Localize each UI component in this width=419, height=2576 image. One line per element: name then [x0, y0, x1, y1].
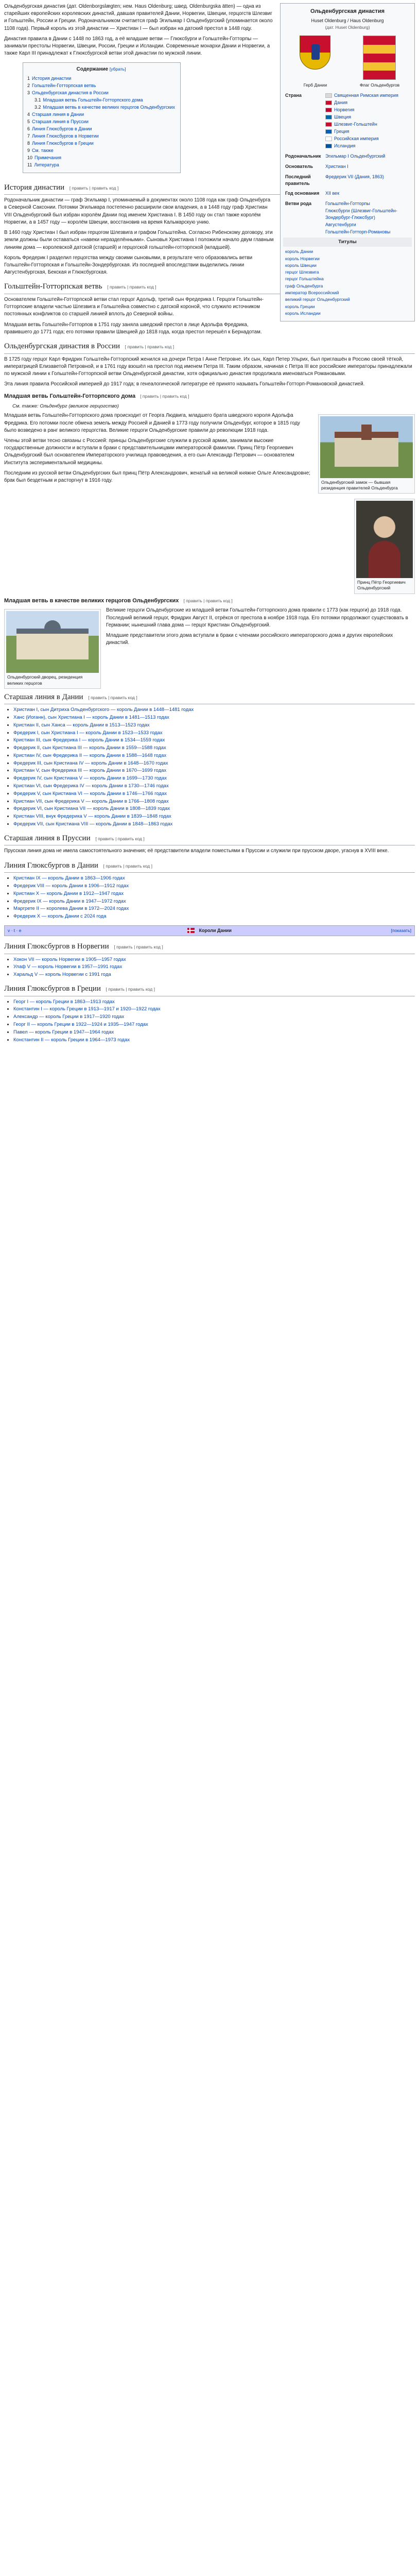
- list-item-link[interactable]: Кристиан IX — король Дании в 1863—1906 годах: [13, 875, 125, 882]
- list-item-link[interactable]: Георг I — король Греции в 1863—1913 годах: [13, 998, 115, 1005]
- infobox-row-value[interactable]: [325, 208, 410, 221]
- thumbnail-palace[interactable]: [318, 414, 415, 494]
- infobox-row-label: Страна: [285, 92, 302, 98]
- section-heading-elder-prussia: Старшая линия в Пруссии [ править | править код ]: [4, 833, 415, 846]
- infobox-row-values: [323, 199, 412, 238]
- list-item: [13, 775, 415, 782]
- infobox-link[interactable]: король Норвегии: [285, 256, 320, 261]
- infobox-row: [283, 91, 412, 151]
- infobox-title-item[interactable]: [285, 310, 410, 316]
- list-item-link[interactable]: Фредерик III, сын Кристиана IV — король Дании в 1648—1670 годах: [13, 760, 168, 766]
- infobox-title-item[interactable]: [285, 248, 410, 255]
- infobox-row-value[interactable]: [325, 200, 410, 207]
- infobox-row-values: [323, 172, 412, 189]
- list-item: [13, 783, 415, 790]
- section-heading-history: История династии [ править | править код ]: [4, 182, 415, 195]
- section-heading-russia: Ольденбургская династия в России [ править | править код ]: [4, 341, 415, 354]
- thumbnail-manor[interactable]: [4, 609, 101, 688]
- paragraph: Эта линия правила Российской империей до 1917 года; в генеалогической литературе её принято называть Гольштейн-Готторп-Романовской династией.: [4, 381, 365, 387]
- infobox-link[interactable]: король Греции: [285, 303, 315, 309]
- flag-caption: Флаг Ольденбургов: [359, 82, 400, 88]
- list-item-link[interactable]: Александр — король Греции в 1917—1920 годах: [13, 1014, 125, 1020]
- paragraph: В 1460 году Христиан I был избран герцогом Шлезвига и графом Гольштейна. Согласно Рибенскому договору, эти земли должны были оставаться «навеки неразделёнными». Сыновья Христиана I положили начало двум главным линиям дома — королевской датской (старшей) и герцогской гольштейн-готторпской (младшей).: [4, 230, 274, 250]
- infobox-link[interactable]: император Всероссийский: [285, 290, 339, 296]
- country-flag-icon: [325, 108, 332, 112]
- country-flag-icon: [325, 144, 332, 148]
- infobox-row-value[interactable]: [325, 107, 410, 113]
- article: [0, 0, 419, 1046]
- list-item: [13, 744, 415, 752]
- section-heading-gluck-greece: Линия Глюксбургов в Греции [ править | править код ]: [4, 984, 415, 996]
- toc-list: [27, 75, 175, 169]
- list-item-link[interactable]: Кристиан VI, сын Фредерика IV — король Дании в 1730—1746 годах: [13, 783, 169, 789]
- toc-link[interactable]: См. также: [32, 148, 54, 154]
- toc-item[interactable]: [27, 75, 175, 82]
- list-item: [13, 905, 415, 912]
- infobox-row-value[interactable]: [325, 99, 410, 106]
- list-item-link[interactable]: Кристиан VII, сын Фредерика V — король Дании в 1766—1808 годах: [13, 798, 169, 804]
- infobox-link[interactable]: Дания: [334, 99, 347, 105]
- list-item-link[interactable]: Фредерик X — король Дании с 2024 года: [13, 913, 107, 920]
- subsection-heading-junior: Младшая ветвь Гольштейн-Готторпского дома [ править | править код ]: [4, 393, 189, 399]
- infobox-title: Ольденбургская династия: [310, 8, 385, 14]
- infobox-title-item[interactable]: [285, 269, 410, 275]
- navbox: [4, 925, 415, 936]
- list-item-link[interactable]: Фредерик VII, сын Кристиана VIII — король Дании в 1848—1863 годах: [13, 821, 173, 827]
- infobox-row-value[interactable]: [325, 163, 410, 170]
- manor-image[interactable]: [6, 611, 99, 673]
- paragraph: В 1725 году герцог Карл Фридрих Гольштейн-Готторпский женился на дочери Петра I Анне Петровне. Их сын, Карл Петер Ульрих, был приглашён в Россию своей тёткой, императрицей Елизаветой Петровной, и в 1761 году взошёл на престол под именем Петра III. Таким образом, начиная с Петра III все российские императоры принадлежали по мужской линии к Гольштейн-Готторпской ветви Ольденбургской династии, хотя официально династия продолжала именоваться Романовыми.: [4, 356, 412, 377]
- list-item: [13, 737, 415, 744]
- russia-text: [4, 356, 415, 388]
- infobox-row-label: Ветви рода: [285, 201, 311, 207]
- navbox-toggle-button[interactable]: [показать]: [391, 927, 411, 933]
- thumbnail-portrait[interactable]: [354, 499, 415, 594]
- navbox-title: v · t · e Короли Дании [показать]: [5, 926, 414, 936]
- toc-link[interactable]: Старшая линия в Пруссии: [32, 119, 89, 125]
- denmark-flag-icon: [187, 928, 195, 933]
- list-item: [13, 760, 415, 767]
- toc-item[interactable]: [27, 82, 175, 89]
- paragraph: Родоначальник династии — граф Эгильмар I, упоминаемый в документах около 1108 года как граф Ольденбурга в Северной Саксонии. Потомки Эгильмара постепенно расширили свои владения, а в 1448 году граф Христиан VIII Ольденбургский был избран королём Дании под именем Христиана I. В 1450 году он стал также королём Норвегии, а в 1457 году — королём Швеции, восстановив на время Кальмарскую унию.: [4, 197, 271, 225]
- infobox-subtitle-note: (дат. Huset Oldenburg): [325, 24, 370, 30]
- toc-item[interactable]: [27, 111, 175, 118]
- infobox-link[interactable]: Глюксбурги (Шлезвиг-Гольштейн-Зондербург-Глюксбург): [325, 208, 397, 221]
- lead-paragraph: Династия правила в Дании с 1448 по 1863 год, а её младшие ветви — Глюксбурги и Гольштейн-Готторпы — занимали престолы Норвегии, Швеции, России, Греции и Исландии. Современные монархи Дании и Норвегии, а также Карл III принадлежат к Глюксбургской ветви этой династии по мужской линии.: [4, 36, 270, 57]
- infobox-link[interactable]: герцог Шлезвига: [285, 269, 319, 275]
- section-heading-gottorp: Гольштейн-Готторпская ветвь [ править | править код ]: [4, 281, 415, 294]
- list-item-link[interactable]: Кристиан VIII, внук Фредерика V — король Дании в 1839—1848 годах: [13, 814, 171, 820]
- list-item: [13, 798, 415, 805]
- edit-link[interactable]: [ править | править код ]: [125, 344, 174, 350]
- infobox: [280, 3, 415, 321]
- infobox-row-values: [323, 189, 412, 199]
- list-item: [13, 1029, 415, 1036]
- infobox-row-values: [323, 91, 412, 151]
- list-item: [13, 913, 415, 920]
- toc-number: 3.2: [34, 105, 41, 110]
- infobox-link[interactable]: граф Ольденбурга: [285, 283, 323, 289]
- infobox-row: [283, 162, 412, 172]
- country-flag-icon: [325, 129, 332, 134]
- edit-link[interactable]: [ править | править код ]: [183, 598, 233, 603]
- infobox-titles-list: [283, 247, 412, 318]
- hatnote[interactable]: См. также: Ольденбург (великое герцогство): [12, 403, 119, 409]
- navbox-vte-links[interactable]: v · t · e: [8, 927, 22, 933]
- list-item: [13, 805, 415, 812]
- list-item: [13, 752, 415, 759]
- list-item: [13, 730, 415, 737]
- toc-link[interactable]: Младшая ветвь в качестве великих герцогов Ольденбургских: [43, 105, 175, 110]
- infobox-image-captions: [283, 82, 412, 90]
- infobox-row-value[interactable]: [325, 135, 410, 142]
- toc-link[interactable]: Гольштейн-Готторпская ветвь: [32, 82, 96, 88]
- infobox-title-item[interactable]: [285, 296, 410, 302]
- infobox-link[interactable]: Гольштейн-Готторп-Романовы: [325, 229, 391, 235]
- list-item-link[interactable]: Маргрете II — королева Дании в 1972—2024 годах: [13, 906, 129, 912]
- infobox-row: [283, 199, 412, 238]
- toc-item[interactable]: [27, 133, 175, 140]
- infobox-row-value[interactable]: [325, 229, 410, 235]
- toc-number: 10: [27, 155, 33, 161]
- toc-number: 11: [27, 162, 32, 168]
- list-item: [13, 767, 415, 774]
- infobox-subtitle: Huset Oldenburg / Haus Oldenburg (дат. Huset Oldenburg): [283, 18, 412, 32]
- elder-prussia-text: [4, 848, 415, 855]
- thumbnail-caption: Принц Пётр Георгиевич Ольденбургский: [357, 580, 406, 591]
- list-item-link[interactable]: Фредерик VI, сын Кристиана VII — король Дании в 1808—1839 годах: [13, 806, 170, 812]
- edit-link[interactable]: [ править | править код ]: [88, 694, 137, 700]
- toc-number: 3.1: [34, 97, 41, 103]
- toc-item[interactable]: [27, 140, 175, 147]
- infobox-row-value[interactable]: [325, 153, 410, 160]
- infobox-row: [283, 189, 412, 199]
- infobox-title-item[interactable]: [285, 256, 410, 262]
- toc-number: 5: [27, 119, 30, 125]
- edit-link[interactable]: [ править | править код ]: [95, 836, 145, 841]
- list-item-link[interactable]: Кристиан III, сын Фредерика I — король Дании в 1534—1559 годах: [13, 737, 165, 743]
- toc-title: Содержание [убрать]: [76, 66, 126, 73]
- list-item: [13, 883, 415, 890]
- list-item-link[interactable]: Харальд V — король Норвегии с 1991 года: [13, 972, 111, 978]
- list-item: [13, 956, 415, 963]
- toc-link[interactable]: История династии: [32, 75, 72, 81]
- infobox-row-values: [323, 151, 412, 162]
- toc-item[interactable]: [27, 162, 175, 168]
- list-item-link[interactable]: Христиан I, сын Дитриха Ольденбургского — король Дании в 1448—1481 годах: [13, 707, 194, 713]
- infobox-link[interactable]: Российская империя: [334, 135, 379, 141]
- table-of-contents: [23, 62, 181, 173]
- infobox-row: [283, 172, 412, 189]
- toc-link[interactable]: Старшая линия в Дании: [32, 112, 84, 117]
- list-item-link[interactable]: Павел — король Греции в 1947—1964 годах: [13, 1029, 114, 1035]
- list-item-link[interactable]: Кристиан IV, сын Фредерика II — король Дании в 1588—1648 годах: [13, 752, 167, 758]
- toc-number: 4: [27, 112, 30, 117]
- toc-item[interactable]: [27, 118, 175, 125]
- list-item: [13, 963, 415, 971]
- infobox-row-value[interactable]: [325, 114, 410, 121]
- paragraph: Великие герцоги Ольденбургские из младшей ветви Гольштейн-Готторпского дома правили с 1773 (как герцоги) до 1918 года. Последний великий герцог, Фридрих Август II, отрёкся от престола в ноябре 1918 года. Его потомки продолжают существовать в Германии; нынешний глава дома — герцог Кристиан Ольденбургский.: [106, 607, 408, 628]
- infobox-link[interactable]: король Дании: [285, 249, 313, 255]
- infobox-link[interactable]: XII век: [325, 191, 340, 196]
- paragraph: Младшая ветвь Гольштейн-Готторпов в 1751 году заняла шведский престол в лице Адольфа Фредрика, правившего до 1771 года; его потомки правили Швецией до 1818 года, когда престол перешёл к Бернадотам.: [4, 321, 262, 335]
- country-flag-icon: [325, 100, 332, 105]
- thumbnail-caption: Ольденбургский замок — бывшая резиденция правителей Ольденбурга: [321, 480, 398, 491]
- edit-link[interactable]: [ править | править код ]: [103, 863, 152, 869]
- toc-item[interactable]: [27, 147, 175, 154]
- list-item: [13, 1037, 415, 1044]
- infobox-row-value[interactable]: [325, 92, 410, 99]
- list-item: [13, 722, 415, 729]
- list-item: [13, 1006, 415, 1013]
- section-heading-gluck-norway: Линия Глюксбургов в Норвегии [ править | править код ]: [4, 941, 415, 954]
- infobox-rows: [283, 91, 412, 238]
- list-item: [13, 890, 415, 897]
- gluck-greece-list: [4, 998, 415, 1044]
- toc-number: 3: [27, 90, 30, 96]
- list-item: [13, 875, 415, 882]
- infobox-title-item[interactable]: [285, 283, 410, 289]
- infobox-link[interactable]: Норвегия: [334, 107, 355, 112]
- paragraph: Младшая ветвь Гольштейн-Готторпского дома происходит от Георга Людвига, младшего брата шведского короля Адольфа Фредрика. Его потомки после обмена земель между Россией и Данией в 1773 году получили Ольденбург, которое в 1815 году было возведено в ранг великого герцогства. Великие герцоги Ольденбургские правили до революции 1918 года.: [4, 413, 300, 433]
- toc-number: 1: [27, 75, 30, 81]
- gluck-denmark-list: [4, 875, 415, 920]
- toc-number: 9: [27, 148, 30, 154]
- section-heading-elder-denmark: Старшая линия в Дании [ править | править код ]: [4, 692, 415, 705]
- infobox-link[interactable]: герцог Гольштейна: [285, 276, 324, 282]
- infobox-link[interactable]: Эгильмар I Ольденбургский: [325, 153, 386, 159]
- infobox-link[interactable]: великий герцог Ольденбургский: [285, 297, 350, 302]
- infobox-link[interactable]: Христиан I: [325, 164, 348, 170]
- infobox-row-value[interactable]: [325, 128, 410, 135]
- infobox-title-item[interactable]: [285, 303, 410, 310]
- gluck-norway-list: [4, 956, 415, 978]
- infobox-link[interactable]: Священная Римская империя: [334, 92, 398, 98]
- list-item: [13, 790, 415, 798]
- edit-link[interactable]: [ править | править код ]: [107, 284, 156, 290]
- country-flag-icon: [325, 115, 332, 120]
- list-item: [13, 706, 415, 714]
- toc-link[interactable]: Линия Глюксбургов в Норвегии: [32, 133, 99, 139]
- elder-denmark-list: [4, 706, 415, 827]
- infobox-row-label: Год основания: [285, 191, 320, 196]
- list-item: [13, 971, 415, 978]
- toc-link[interactable]: Литература: [34, 162, 59, 168]
- list-item: [13, 714, 415, 721]
- infobox-title-item[interactable]: [285, 262, 410, 268]
- infobox-images: [283, 32, 412, 82]
- list-item-link[interactable]: Кристиан X — король Дании в 1912—1947 годах: [13, 890, 124, 896]
- infobox-link[interactable]: Фредерик VII (Дания, 1863): [325, 174, 384, 180]
- infobox-link[interactable]: король Швеции: [285, 262, 317, 268]
- edit-link[interactable]: [ править | править код ]: [114, 944, 163, 950]
- coa-caption: Герб Дании: [303, 82, 327, 88]
- infobox-row-value[interactable]: [325, 143, 410, 149]
- toc-number: 7: [27, 133, 30, 139]
- portrait-image[interactable]: [356, 501, 413, 578]
- list-item-link[interactable]: Константин I — король Греции в 1913—1917 и 1920—1922 годах: [13, 1006, 161, 1012]
- paragraph: Король Фредерик I разделил герцогства между своими сыновьями, в результате чего образовались ветви Гольштейн-Готторпская и Гольштейн-Зондербургская. Из последней впоследствии выделились линии Августенбургская, Бекская и Глюксбургская.: [4, 255, 253, 276]
- paragraph: Члены этой ветви тесно связаны с Россией: принцы Ольденбургские служили в русской армии, занимали высокие государственные должности и вступали в браки с представительницами императорской фамилии. Принц Пётр Георгиевич Ольденбургский был основателем Императорского училища правоведения, а его сын Александр Петрович — основателем Института экспериментальной медицины.: [4, 437, 294, 466]
- toc-number: 6: [27, 126, 30, 132]
- section-heading-gluck-denmark: Линия Глюксбургов в Дании [ править | править код ]: [4, 860, 415, 873]
- country-flag-icon: [325, 93, 332, 98]
- infobox-link[interactable]: Греция: [334, 128, 350, 134]
- infobox-link[interactable]: Августенбурги: [325, 222, 356, 228]
- list-item-link[interactable]: Фредерик IX — король Дании в 1947—1972 годах: [13, 898, 126, 904]
- toc-number: 2: [27, 82, 30, 88]
- toc-item[interactable]: [27, 104, 175, 111]
- toc-item[interactable]: [27, 90, 175, 96]
- coat-of-arms-image[interactable]: [300, 36, 330, 70]
- list-item-link[interactable]: Ханс (Иоганн), сын Христиана I — король Дании в 1481—1513 годах: [13, 715, 169, 721]
- infobox-link[interactable]: Исландия: [334, 143, 356, 148]
- toc-link[interactable]: Линия Глюксбургов в Греции: [32, 141, 94, 146]
- toc-item[interactable]: [27, 97, 175, 104]
- toc-link[interactable]: Линия Глюксбургов в Дании: [32, 126, 92, 132]
- edit-link[interactable]: [ править | править код ]: [69, 185, 119, 191]
- infobox-row-value[interactable]: [325, 222, 410, 228]
- list-item: [13, 898, 415, 905]
- infobox-titles-header: Титулы: [283, 238, 412, 247]
- infobox-link[interactable]: Шлезвиг-Гольштейн: [334, 121, 377, 127]
- list-item-link[interactable]: Фредерик I, сын Христиана I — король Дании в 1523—1533 годах: [13, 730, 163, 736]
- palace-image[interactable]: [320, 416, 413, 478]
- paragraph: Основателем Гольштейн-Готторпской ветви стал герцог Адольф, третий сын Фредерика I. Герцоги Гольштейн-Готторпские владели частью Шлезвига и Гольштейна совместно с датской короной, что служило источником постоянных конфликтов со старшей линией вплоть до Северной войны.: [4, 297, 264, 317]
- list-item: [13, 821, 415, 828]
- list-item-link[interactable]: Кристиан V, сын Фредерика III — король Дании в 1670—1699 годах: [13, 768, 167, 774]
- infobox-link[interactable]: король Исландии: [285, 311, 321, 316]
- infobox-row-values: [323, 162, 412, 172]
- list-item: [13, 1021, 415, 1028]
- list-item-link[interactable]: Кристиан II, сын Ханса — король Дании в 1513—1523 годах: [13, 722, 150, 728]
- toc-item[interactable]: [27, 126, 175, 132]
- toc-link[interactable]: Ольденбургская династия в России: [32, 90, 109, 96]
- list-item: [13, 998, 415, 1006]
- infobox-row-value[interactable]: [325, 174, 410, 180]
- list-item: [13, 813, 415, 820]
- toc-link[interactable]: Младшая ветвь Гольштейн-Готторпского дома: [43, 97, 143, 103]
- edit-link[interactable]: [ править | править код ]: [140, 393, 189, 399]
- list-item-link[interactable]: Фредерик IV, сын Кристиана V — король Дании в 1699—1730 годах: [13, 775, 167, 782]
- list-item-link[interactable]: Георг II — король Греции в 1922—1924 и 1935—1947 годах: [13, 1022, 148, 1027]
- toc-hide-link[interactable]: [убрать]: [109, 66, 126, 72]
- thumbnail-caption: Ольденбургский дворец, резиденция великих герцогов: [7, 674, 83, 686]
- toc-number: 8: [27, 141, 30, 146]
- subsection-heading-grand-dukes: Младшая ветвь в качестве великих герцогов Ольденбургских [ править | править код ]: [4, 597, 233, 604]
- infobox-title-item[interactable]: [285, 290, 410, 296]
- list-item-link[interactable]: Улаф V — король Норвегии в 1957—1991 годах: [13, 964, 123, 970]
- list-item-link[interactable]: Фредерик V, сын Кристиана VI — король Дании в 1746—1766 годах: [13, 790, 167, 796]
- list-item-link[interactable]: Фредерик VIII — король Дании в 1906—1912 годах: [13, 883, 129, 889]
- infobox-row-label: Родоначальник: [285, 153, 321, 159]
- list-item-link[interactable]: Константин II — король Греции в 1964—1973 годах: [13, 1037, 130, 1043]
- infobox-row-value[interactable]: [325, 121, 410, 128]
- toc-link[interactable]: Примечания: [34, 155, 61, 161]
- toc-item[interactable]: [27, 155, 175, 161]
- country-flag-icon: [325, 122, 332, 127]
- flag-image[interactable]: [363, 36, 396, 80]
- paragraph: Последним из русской ветви Ольденбургских был принц Пётр Александрович, женатый на великой княжне Ольге Александровне; брак был бездетным и расторгнут в 1916 году.: [4, 470, 310, 483]
- paragraph: Младшие представители этого дома вступали в браки с членами российского императорского дома и других европейских династий.: [106, 633, 393, 646]
- infobox-link[interactable]: Швеция: [334, 114, 351, 120]
- infobox-row-label: Основатель: [285, 164, 313, 170]
- paragraph: Прусская линия дома не имела самостоятельного значения; её представители владели поместьями в Пруссии и служили при прусском дворе, угаснув в XVIII веке.: [4, 848, 389, 854]
- country-flag-icon: [325, 137, 332, 141]
- infobox-row-value[interactable]: [325, 190, 410, 197]
- list-item: [13, 1013, 415, 1021]
- infobox-row-label: Последний правитель: [285, 174, 311, 187]
- infobox-row: [283, 151, 412, 162]
- list-item-link[interactable]: Хокон VII — король Норвегии в 1905—1957 годах: [13, 956, 126, 962]
- infobox-title-item[interactable]: [285, 276, 410, 282]
- list-item-link[interactable]: Фредерик II, сын Кристиана III — король Дании в 1559—1588 годах: [13, 745, 166, 751]
- lead-paragraph: Ольденбургская династия (дат. Oldenborgslægten; нем. Haus Oldenburg; швед. Oldenburgska ätten) — одна из старейших европейских королевских династий, давшая правителей Дании, Норвегии, Швеции, герцогств Шлезвиг и Гольштейн, России и Греции. Родоначальником считается граф Эгильмар I Ольденбургский (упоминается около 1108 года). Первый король из этой династии — Христиан I — был избран на датский престол в 1448 году.: [4, 4, 273, 31]
- edit-link[interactable]: [ править | править код ]: [106, 986, 155, 992]
- infobox-link[interactable]: Гольштейн-Готторпы: [325, 201, 370, 207]
